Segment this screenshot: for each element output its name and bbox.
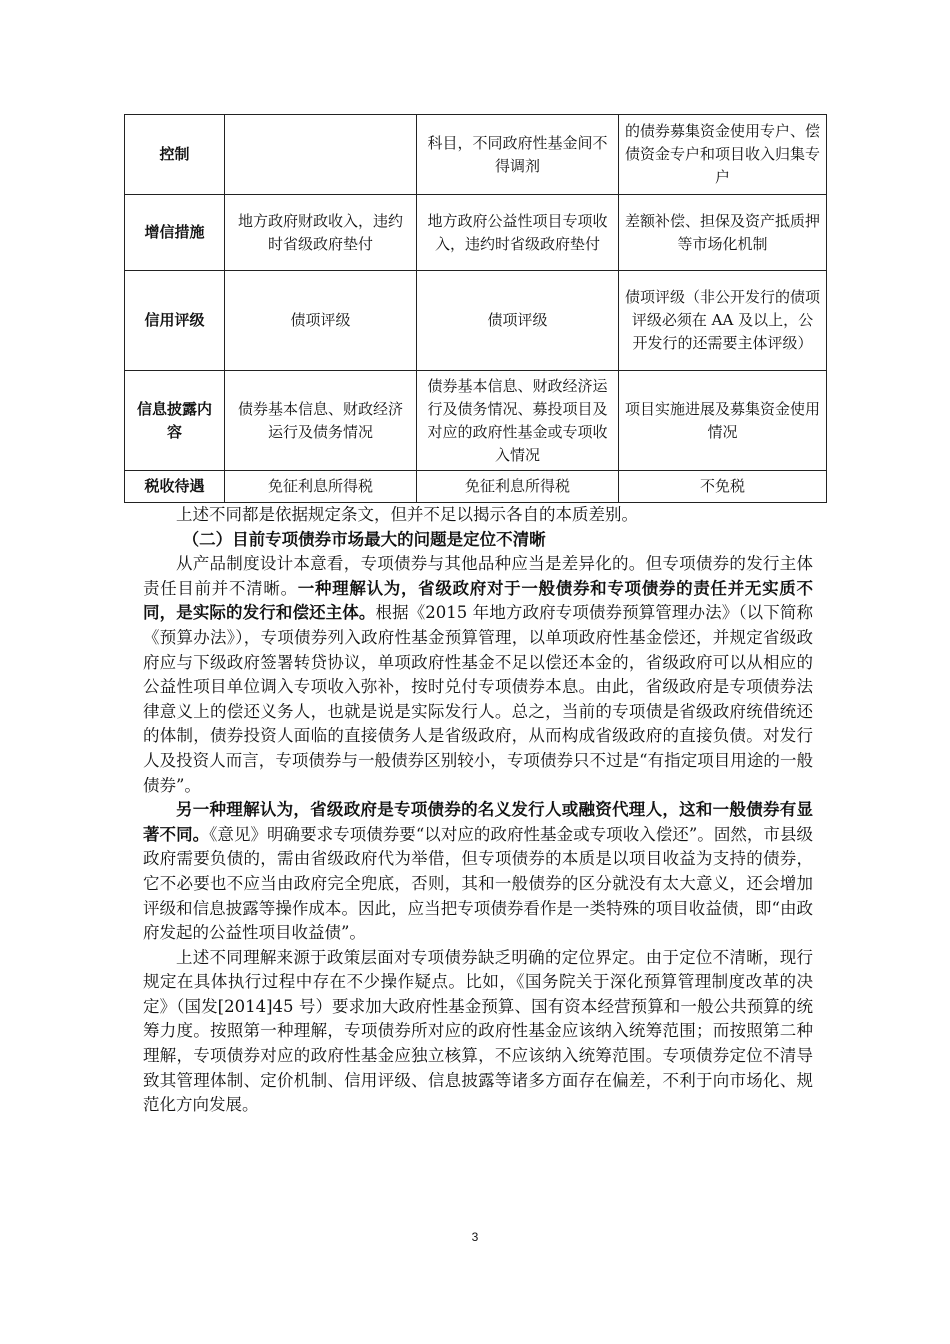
- paragraph-text: 《意见》明确要求专项债券要“以对应的政府性基金或专项收入偿还”。固然，市县级政府需要负债的，需由省级政府代为举借，但专项债券的本质是以项目收益为支持的债券，它不必要也不应当由政府完全兜底，否则，其和一般债券的区分就没有太大意义，还会增加评级和信息披露等操作成本。因此，应当把专项债券看作是一类特殊的项目收益债，即“由政府发起的公益性项目收益债”。: [143, 824, 814, 943]
- table-cell: 债项评级: [417, 271, 619, 371]
- table-cell: 免征利息所得税: [417, 471, 619, 503]
- paragraph: 上述不同都是依据规定条文，但并不足以揭示各自的本质差别。: [176, 505, 638, 524]
- comparison-table: [124, 114, 827, 503]
- row-label: 信息披露内容: [125, 371, 225, 471]
- paragraph: 上述不同理解来源于政策层面对专项债券缺乏明确的定位界定。由于定位不清晰，现行规定在具体执行过程中存在不少操作疑点。比如，《国务院关于深化预算管理制度改革的决定》（国发[2014]45 号）要求加大政府性基金预算、国有资本经营预算和一般公共预算的统筹力度。按照第一种理解，专项债券所对应的政府性基金应该纳入统筹范围；而按照第二种理解，专项债券对应的政府性基金应独立核算，不应该纳入统筹范围。专项债券定位不清导致其管理体制、定价机制、信用评级、信息披露等诸多方面存在偏差，不利于向市场化、规范化方向发展。: [143, 947, 813, 1115]
- table-cell: 债券基本信息、财政经济运行及债务情况: [225, 371, 417, 471]
- row-label: 税收待遇: [125, 471, 225, 503]
- paragraph: [143, 798, 813, 946]
- emphasis-text: 一种理解认为，省级政府对于一般债券和专项债券的责任并无实质不同，是实际的发行和偿还主体。: [143, 578, 814, 623]
- table-cell: 债项评级: [225, 271, 417, 371]
- row-label: 信用评级: [125, 271, 225, 371]
- table-row: [125, 115, 827, 195]
- table-row: [125, 371, 827, 471]
- table-cell: 债券基本信息、财政经济运行及债务情况、募投项目及对应的政府性基金或专项收入情况: [417, 371, 619, 471]
- table-cell: 差额补偿、担保及资产抵质押等市场化机制: [619, 195, 827, 271]
- table-cell: 地方政府财政收入，违约时省级政府垫付: [225, 195, 417, 271]
- table-cell: 地方政府公益性项目专项收入，违约时省级政府垫付: [417, 195, 619, 271]
- table-cell: [225, 115, 417, 195]
- paragraph-text: 根据《2015 年地方政府专项债券预算管理办法》（以下简称《预算办法》），专项债券列入政府性基金预算管理，以单项政府性基金偿还，并规定省级政府应与下级政府签署转贷协议，单项政府性基金不足以偿还本金的，省级政府可以从相应的公益性项目单位调入专项收入弥补，按时兑付专项债券本息。由此，省级政府是专项债券法律意义上的偿还义务人，也就是说是实际发行人。总之，当前的专项债是省级政府统借统还的体制，债券投资人面临的直接债务人是省级政府，从而构成省级政府的直接负债。对发行人及投资人而言，专项债券与一般债券区别较小，专项债券只不过是“有指定项目用途的一般债券”。: [143, 603, 813, 795]
- table-row: [125, 471, 827, 503]
- body-text: [143, 503, 813, 1118]
- paragraph: [143, 552, 813, 798]
- table-row: [125, 195, 827, 271]
- table-cell: 的债券募集资金使用专户、偿债资金专户和项目收入归集专户: [619, 115, 827, 195]
- paragraph-text: 从产品制度设计本意看，专项债券与其他品种应当是差异化的。但专项债券的发行主体责任目前并不清晰。: [143, 554, 813, 598]
- table-cell: 免征利息所得税: [225, 471, 417, 503]
- table-cell: 不免税: [619, 471, 827, 503]
- table-cell: 债项评级（非公开发行的债项评级必须在 AA 及以上，公开发行的还需要主体评级）: [619, 271, 827, 371]
- table-cell: 项目实施进展及募集资金使用情况: [619, 371, 827, 471]
- row-label: 控制: [125, 115, 225, 195]
- row-label: 增信措施: [125, 195, 225, 271]
- page-number: 3: [471, 1230, 479, 1244]
- emphasis-text: 另一种理解认为，省级政府是专项债券的名义发行人或融资代理人，这和一般债券有显著不同。: [143, 800, 813, 844]
- table-cell: 科目，不同政府性基金间不得调剂: [417, 115, 619, 195]
- section-heading: （二）目前专项债券市场最大的问题是定位不清晰: [182, 529, 546, 549]
- table-row: [125, 271, 827, 371]
